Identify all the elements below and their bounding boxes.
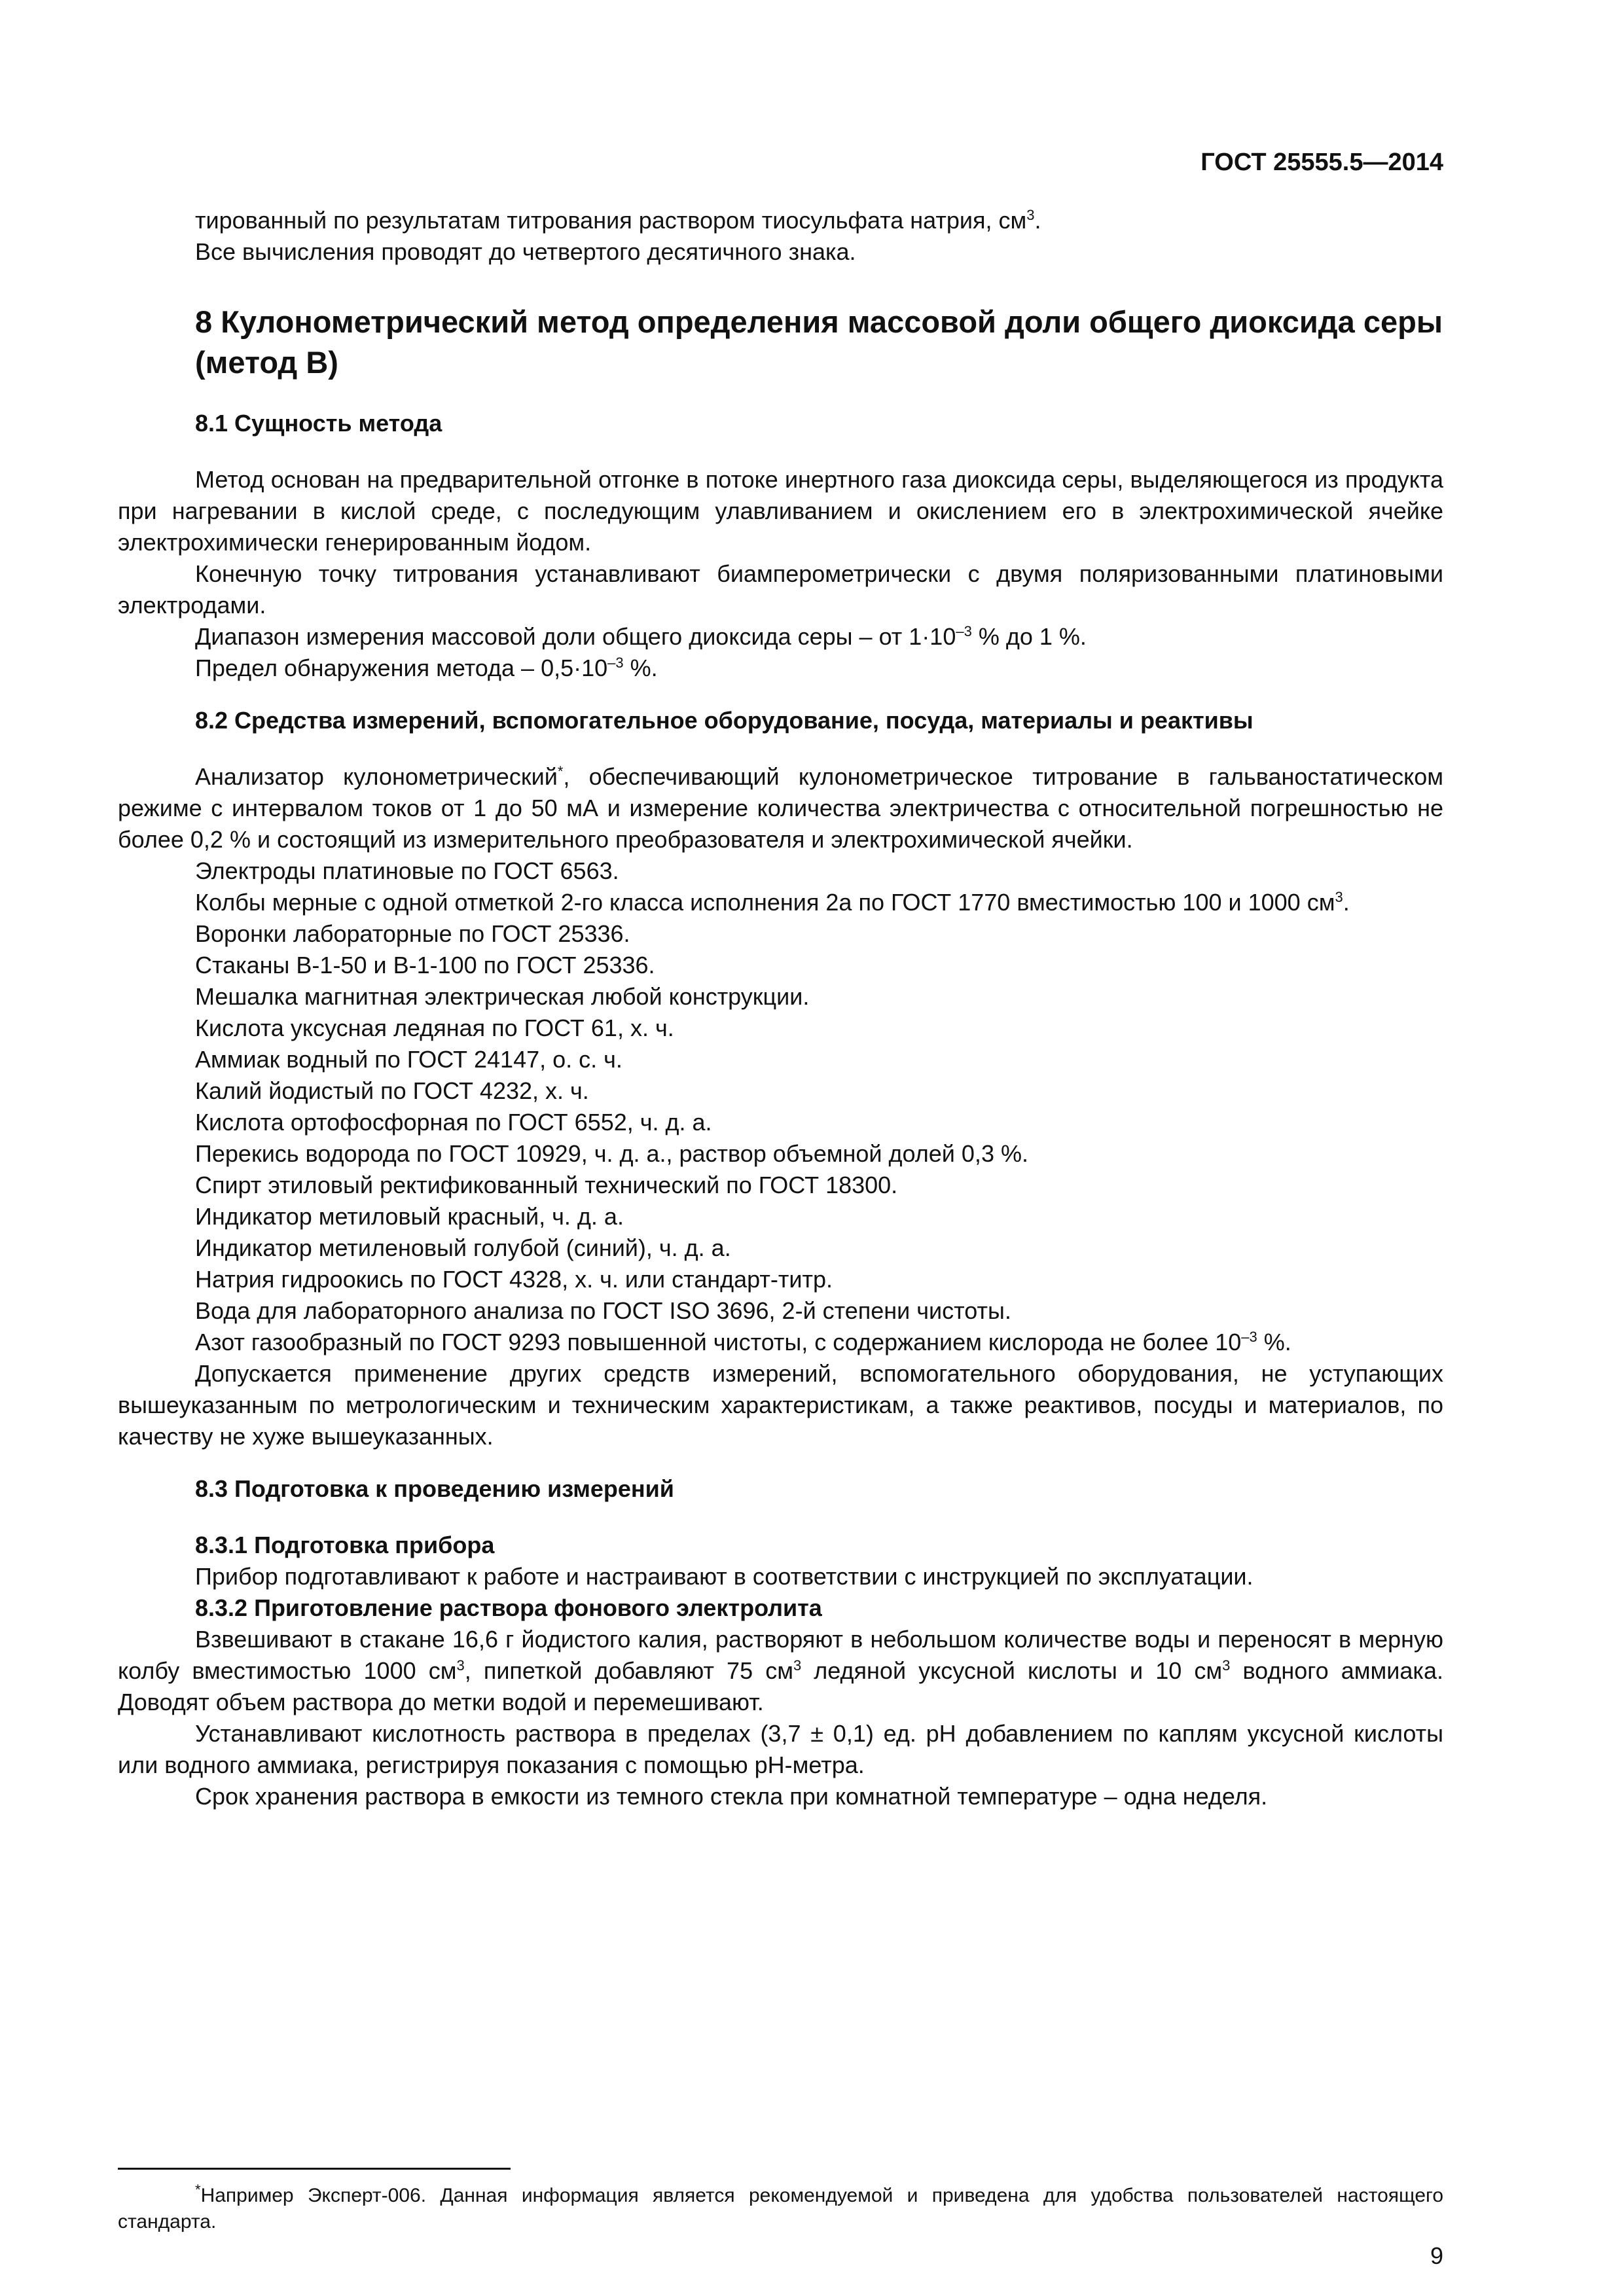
list-item: Воронки лабораторные по ГОСТ 25336.: [195, 920, 630, 947]
list-item: Индикатор метиловый красный, ч. д. а.: [195, 1203, 624, 1230]
list-item: Мешалка магнитная электрическая любой конструкции.: [195, 983, 810, 1010]
list-item: Аммиак водный по ГОСТ 24147, о. с. ч.: [195, 1046, 623, 1073]
section-8-2-final-paragraph: Допускается применение других средств измерений, вспомогательного оборудования, не уступающих вышеуказанным по метрологическим и техническим характеристикам, а также реактивов, посуды и материалов, по качеству не хуже вышеуказанных.: [118, 1360, 1443, 1450]
intro-line-2: Все вычисления проводят до четвертого десятичного знака.: [195, 238, 856, 265]
list-item: Перекись водорода по ГОСТ 10929, ч. д. а., раствор объемной долей 0,3 %.: [195, 1140, 1028, 1167]
list-item: Натрия гидроокись по ГОСТ 4328, х. ч. или стандарт-титр.: [195, 1266, 833, 1293]
section-8-2-paragraph-3: Колбы мерные с одной отметкой 2-го класса исполнения 2а по ГОСТ 1770 вместимостью 100 и 1000 $см^3$.: [195, 889, 1350, 916]
section-8-title: 8 Кулонометрический метод определения массовой доли общего диоксида серы (метод В): [195, 304, 1443, 380]
section-8-2-title: 8.2 Средства измерений, вспомогательное оборудование, посуда, материалы и реактивы: [195, 707, 1254, 734]
section-8-1-paragraph-2: Конечную точку титрования устанавливают биамперометрически с двумя поляризованными платиновыми электродами.: [118, 560, 1443, 619]
intro-line-1: тированный по результатам титрования раствором тиосульфата натрия, $см^3$.: [195, 207, 1041, 234]
section-8-3-title: 8.3 Подготовка к проведению измерений: [195, 1475, 674, 1502]
section-8-3-1-title: 8.3.1 Подготовка прибора: [195, 1532, 495, 1558]
section-8-3-2-paragraph-3: Срок хранения раствора в емкости из темного стекла при комнатной температуре – одна неделя.: [195, 1783, 1268, 1810]
section-8-1-paragraph-1: Метод основан на предварительной отгонке в потоке инертного газа диоксида серы, выделяющегося из продукта при нагревании в кислой среде, с последующим улавливанием и окислением его в электрохимической ячейке электрохимически генерированным йодом.: [118, 466, 1443, 556]
section-8-1-title: 8.1 Сущность метода: [195, 410, 442, 437]
footnote-marker: *: [195, 2181, 201, 2198]
page-number: 9: [1430, 2242, 1443, 2269]
section-8-3-2-title: 8.3.2 Приготовление раствора фонового электролита: [195, 1594, 822, 1621]
list-item: Стаканы В-1-50 и В-1-100 по ГОСТ 25336.: [195, 952, 655, 978]
document-number: ГОСТ 25555.5—2014: [1200, 149, 1443, 176]
list-item: Кислота ортофосфорная по ГОСТ 6552, ч. д. а.: [195, 1109, 712, 1136]
list-item: Вода для лабораторного анализа по ГОСТ ISO 3696, 2-й степени чистоты.: [195, 1297, 1011, 1324]
section-8-2-nitrogen-paragraph: Азот газообразный по ГОСТ 9293 повышенной чистоты, с содержанием кислорода не более $10^{-3}$ %.: [195, 1329, 1291, 1355]
section-8-2-paragraph-2: Электроды платиновые по ГОСТ 6563.: [195, 857, 619, 884]
section-8-1-paragraph-4: Предел обнаружения метода – $0,5\cdot 10^{-3}$ %.: [195, 655, 658, 681]
document-page: [118, 147, 1443, 1812]
footnote-text: Например Эксперт-006. Данная информация является рекомендуемой и приведена для удобства пользователей настоящего стандарта.: [118, 2185, 1443, 2233]
section-8-3-1-paragraph: Прибор подготавливают к работе и настраивают в соответствии с инструкцией по эксплуатации.: [195, 1563, 1254, 1590]
section-8-3-2-paragraph-1: Взвешивают в стакане 16,6 г йодистого калия, растворяют в небольшом количестве воды и переносят в мерную колбу вместимостью 1000 $см^3$, пипеткой добавляют 75 $см^3$ ледяной уксусной кислоты и 10 $см^3$ водного аммиака. Доводят объем раствора до метки водой и перемешивают.: [118, 1626, 1443, 1715]
footnote: [118, 2183, 1443, 2235]
list-item: Индикатор метиленовый голубой (синий), ч. д. а.: [195, 1234, 731, 1261]
section-8-2-paragraph-1: Анализатор кулонометрический*, обеспечивающий кулонометрическое титрование в гальваностатическом режиме с интервалом токов от 1 до 50 мА и измерение количества электричества с относительной погрешностью не более 0,2 % и состоящий из измерительного преобразователя и электрохимической ячейки.: [118, 763, 1443, 853]
list-item: Спирт этиловый ректификованный технический по ГОСТ 18300.: [195, 1172, 898, 1198]
section-8-1-paragraph-3: Диапазон измерения массовой доли общего диоксида серы – от $1\cdot 10^{-3}$ % до 1 %.: [195, 623, 1087, 650]
footnote-separator: [118, 2168, 511, 2170]
section-8-3-2-paragraph-2: Устанавливают кислотность раствора в пределах (3,7 ± 0,1) ед. рН добавлением по каплям уксусной кислоты или водного аммиака, регистрируя показания с помощью рН-метра.: [118, 1720, 1443, 1778]
footnote-reference: *: [557, 763, 564, 780]
list-item: Калий йодистый по ГОСТ 4232, х. ч.: [195, 1077, 589, 1104]
list-item: Кислота уксусная ледяная по ГОСТ 61, х. ч.: [195, 1014, 674, 1041]
